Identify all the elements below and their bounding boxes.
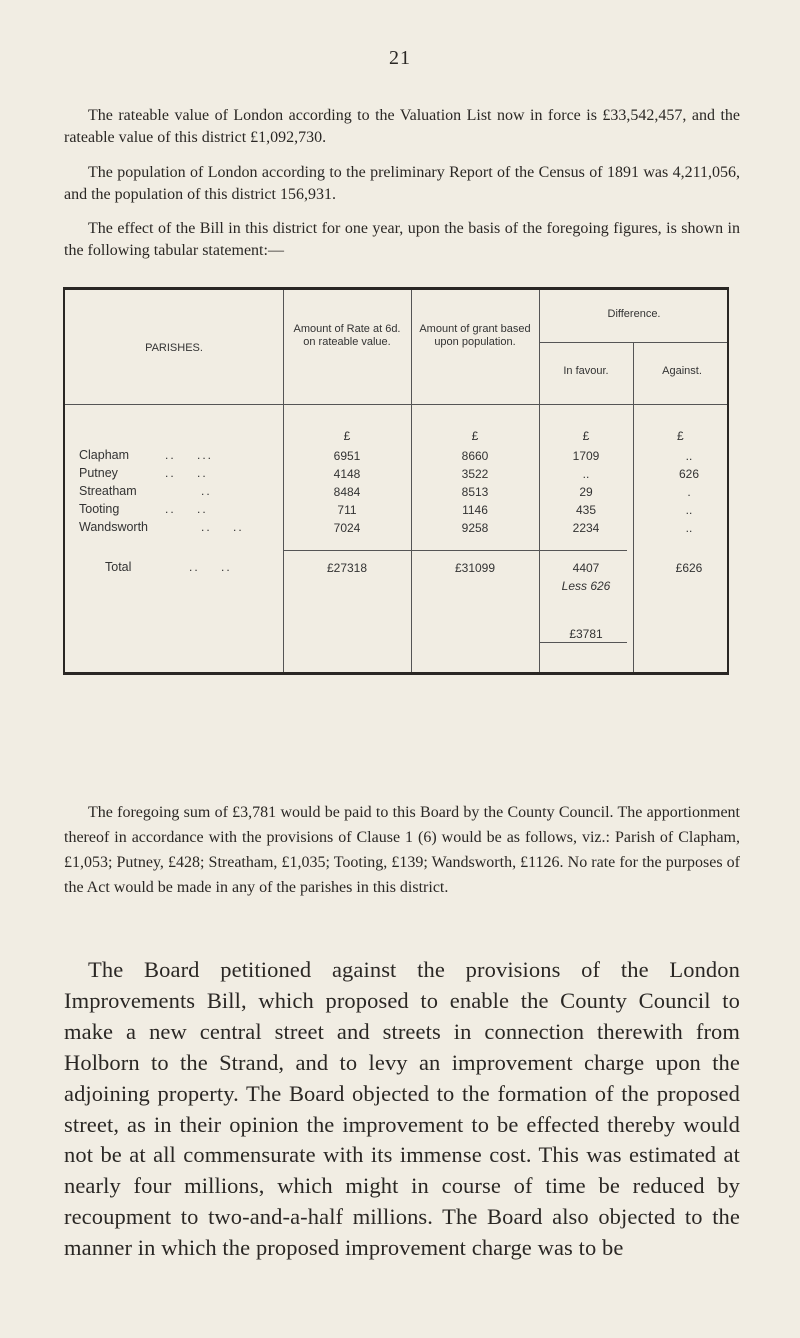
leader-dots: .. .. <box>165 502 208 516</box>
rate-value: 4148 <box>333 467 361 481</box>
currency-in-favour: £ <box>582 429 590 443</box>
header-parishes: PARISHES. <box>145 342 203 354</box>
in-favour-value: 435 <box>575 503 597 517</box>
grant-value: 8660 <box>461 449 489 463</box>
page-number: 21 <box>389 47 411 69</box>
in-favour-value: 29 <box>579 485 593 499</box>
parish-statement-table <box>63 287 729 675</box>
total-against: £626 <box>675 561 703 575</box>
parish-name: Putney <box>79 466 118 480</box>
net-total: £3781 <box>569 627 603 641</box>
rate-value: 711 <box>337 503 357 517</box>
against-value: .. <box>685 503 693 517</box>
parish-name: Wandsworth <box>79 520 149 534</box>
rate-value: 6951 <box>333 449 361 463</box>
header-rate: Amount of Rate at 6d. on rateable value. <box>293 323 401 348</box>
parish-name: Tooting <box>79 502 120 516</box>
total-top-rule <box>283 550 627 551</box>
parish-name: Streatham <box>79 484 137 498</box>
grant-value: 1146 <box>462 503 488 517</box>
header-bottom-rule <box>65 404 727 405</box>
parish-name: Clapham <box>79 448 130 462</box>
against-value: 626 <box>678 467 700 481</box>
grant-value: 9258 <box>461 521 489 535</box>
header-against: Against. <box>662 365 702 377</box>
leader-dots: .. <box>201 484 212 498</box>
currency-rate: £ <box>343 429 351 443</box>
currency-against: £ <box>677 429 684 443</box>
in-favour-value: .. <box>582 467 590 481</box>
grant-value: 8513 <box>461 485 489 499</box>
total-rate: £27318 <box>326 561 368 575</box>
grant-value: 3522 <box>461 467 489 481</box>
leader-dots: .. ... <box>165 448 214 462</box>
total-less: Less 626 <box>561 579 611 593</box>
in-favour-value: 2234 <box>572 521 600 535</box>
rate-value: 7024 <box>333 521 361 535</box>
leader-dots: .. .. <box>189 560 232 574</box>
rate-value: 8484 <box>333 485 361 499</box>
header-in-favour: In favour. <box>563 365 609 377</box>
paragraph-table-intro: The effect of the Bill in this district for one year, upon the basis of the foregoing figures, is shown in the following tabular statement:— <box>64 220 740 259</box>
leader-dots: .. .. <box>165 466 208 480</box>
in-favour-value: 1709 <box>572 449 600 463</box>
header-grant: Amount of grant based upon population. <box>419 323 531 348</box>
against-value: . <box>687 485 691 499</box>
column-divider <box>633 342 634 672</box>
paragraph-apportionment: The foregoing sum of £3,781 would be paid to this Board by the County Council. The apportionment thereof in accordance with the provisions of Clause 1 (6) would be as follows, viz.: Parish of Clapham, £1,053; Putney, £428; Streatham, £1,035; Tooting, £139; Wandsworth, £1126. No rate for the purposes of the Act would be made in any of the parishes in this district. <box>64 804 740 896</box>
against-value: .. <box>685 449 693 463</box>
total-rule <box>539 642 627 643</box>
paragraph-population: The population of London according to the preliminary Report of the Census of 1891 was 4,211,056, and the population of this district 156,931. <box>64 164 740 203</box>
against-value: .. <box>685 521 693 535</box>
header-divider <box>539 342 727 343</box>
header-difference: Difference. <box>607 308 661 320</box>
leader-dots: .. .. <box>201 520 244 534</box>
total-label: Total <box>105 560 132 574</box>
total-grant: £31099 <box>454 561 496 575</box>
paragraph-improvements-bill: The Board petitioned against the provisions of the London Improvements Bill, which proposed to enable the County Council to make a new central street and streets in connection therewith from Holborn to the Strand, and to levy an improvement charge upon the adjoining property. The Board objected to the formation of the proposed street, as in their opinion the improvement to be effected thereby would not be at all commensurate with its immense cost. This was estimated at nearly four millions, which might in course of time be reduced by recoupment to two-and-a-half millions. The Board also objected to the manner in which the proposed improvement charge was to be <box>64 957 740 1261</box>
paragraph-rateable-value: The rateable value of London according to the Valuation List now in force is £33,542,457, and the rateable value of this district £1,092,730. <box>64 107 740 146</box>
currency-grant: £ <box>471 429 479 443</box>
total-in-favour: 4407 <box>572 561 600 575</box>
